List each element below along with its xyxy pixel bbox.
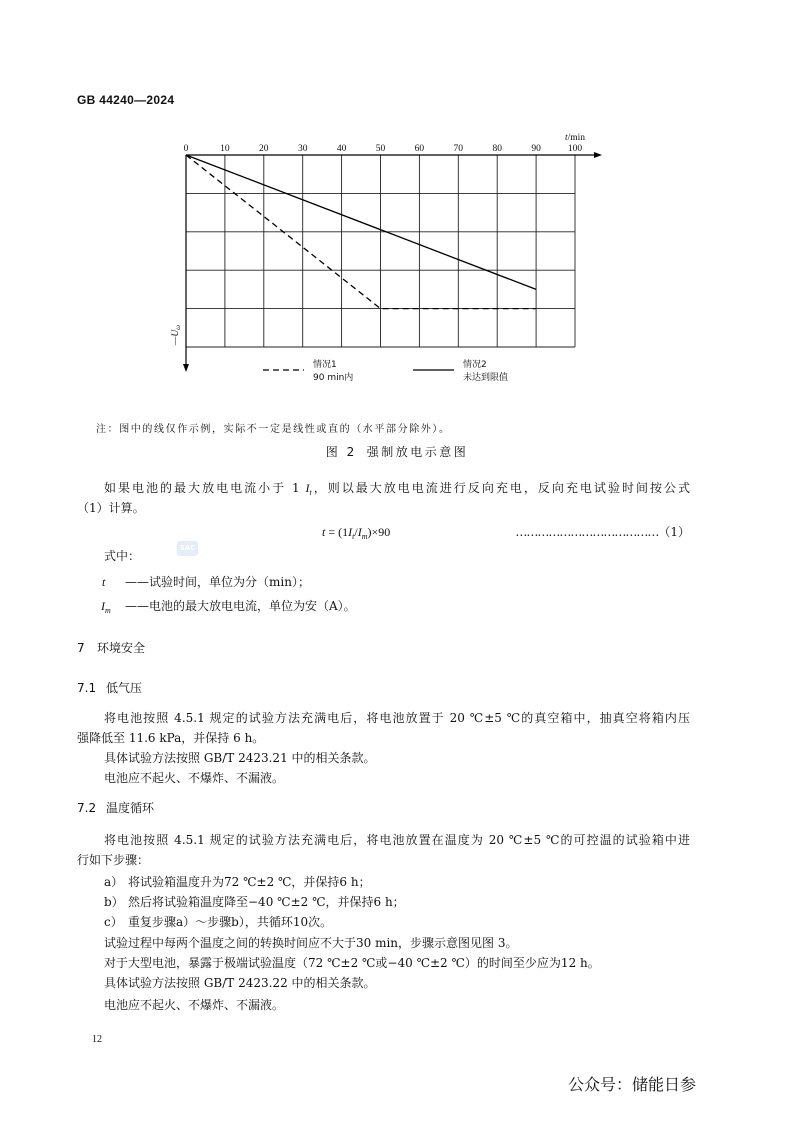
x-tick-label: 40 xyxy=(336,144,347,154)
figure-caption xyxy=(0,444,794,460)
x-axis-label: t/min xyxy=(564,133,586,143)
figure-note: 注：图中的线仅作示例，实际不一定是线性或直的（水平部分除外）。 xyxy=(96,424,451,435)
text-run: ，则以最大放电电流进行反向充电，反向充电试验时间按公式 xyxy=(311,481,691,495)
formula-text: / xyxy=(354,525,358,539)
reverse-charge-paragraph-line-1 xyxy=(104,480,690,496)
x-tick-label: 60 xyxy=(414,144,425,154)
section-7-2-title: 温度循环 xyxy=(106,801,155,815)
section-7-2-line: 具体试验方法按照 GB/T 2423.22 中的相关条款。 xyxy=(104,976,376,990)
page-number: 12 xyxy=(92,1034,102,1045)
series-line-2 xyxy=(186,155,536,289)
section-7-2-line: 试验过程中每两个温度之间的转换时间应不大于30 min，步骤示意图见图 3。 xyxy=(104,936,518,950)
x-tick-label: 0 xyxy=(183,144,189,154)
reverse-charge-paragraph-line-2: （1）计算。 xyxy=(77,501,145,515)
legend-item xyxy=(413,358,508,383)
variable-subscript: m xyxy=(105,606,111,615)
formula-leader-dots: ………………………………… xyxy=(515,525,659,539)
section-7-1-line: 强降低至 11.6 kPa，并保持 6 h。 xyxy=(77,731,265,745)
figure-2-chart xyxy=(150,125,620,390)
section-7-number: 7 xyxy=(77,641,85,655)
formula-number xyxy=(490,524,690,540)
formula-text: )×90 xyxy=(367,525,391,539)
standard-number-header: GB 44240—2024 xyxy=(77,93,175,107)
step-marker: a） xyxy=(104,875,124,889)
formula-variable: I xyxy=(357,525,362,539)
step-marker: b） xyxy=(104,895,124,909)
step-text: 将试验箱温度升为72 ℃±2 ℃，并保持6 h； xyxy=(128,875,371,889)
definition-symbol-t: t xyxy=(102,575,106,589)
definition-text-im: ——电池的最大放电电流，单位为安（A）。 xyxy=(125,599,356,613)
definition-symbol-im xyxy=(101,598,111,614)
legend-label: 情况2 xyxy=(463,360,487,370)
formula-subscript: t xyxy=(352,532,355,541)
legend-label: 情况1 xyxy=(313,360,337,370)
formula-text: = (1 xyxy=(325,525,349,539)
x-axis-arrow xyxy=(594,152,602,158)
formula-1 xyxy=(322,524,390,540)
x-tick-label: 90 xyxy=(531,144,541,154)
formula-variable: I xyxy=(348,525,353,539)
section-7-2-line: 对于大型电池，暴露于极端试验温度（72 ℃±2 ℃或−40 ℃±2 ℃）的时间至少应为12 h。 xyxy=(104,956,600,970)
x-tick-label: 80 xyxy=(492,144,502,154)
step-text: 然后将试验箱温度降至−40 ℃±2 ℃，并保持6 h； xyxy=(128,895,405,909)
x-tick-label: 30 xyxy=(297,144,308,154)
legend-item xyxy=(263,358,353,383)
legend-sublabel: 未达到限值 xyxy=(463,373,509,383)
section-7-1-line: 将电池按照 4.5.1 规定的试验方法充满电后，将电池放置于 20 ℃±5 ℃的真空箱中，抽真空将箱内压 xyxy=(104,711,690,725)
definition-text-t: ——试验时间，单位为分（min）； xyxy=(125,575,310,589)
section-7-2-line: 将电池按照 4.5.1 规定的试验方法充满电后，将电池放置在温度为 20 ℃±5 ℃的可控温的试验箱中进 xyxy=(104,833,690,847)
x-tick-label: 70 xyxy=(453,144,464,154)
text-run: 如果电池的最大放电电流小于 1 xyxy=(104,481,306,495)
y-axis-arrow xyxy=(183,364,189,372)
step-marker: c） xyxy=(104,915,123,929)
footer-account-label: 公众号：储能日参 xyxy=(568,1075,697,1094)
step-text: 重复步骤a）～步骤b），共循环10次。 xyxy=(128,915,333,929)
section-7-2-line: 行如下步骤： xyxy=(77,853,150,867)
x-tick-label: 50 xyxy=(375,144,386,154)
sac-watermark-logo: SAC xyxy=(177,541,198,556)
x-tick-label: 20 xyxy=(259,144,269,154)
x-tick-label: 100 xyxy=(567,144,583,154)
variable-subscript: t xyxy=(309,488,312,497)
variable-symbol: I xyxy=(305,481,310,495)
figure-caption-number: 图 2 xyxy=(325,445,357,459)
section-7-1-line: 具体试验方法按照 GB/T 2423.21 中的相关条款。 xyxy=(104,751,376,765)
variable-symbol: I xyxy=(101,599,105,613)
formula-lhs: t xyxy=(322,525,326,539)
section-7-2-number: 7.2 xyxy=(77,801,97,815)
figure-caption-title: 强制放电示意图 xyxy=(366,445,469,459)
section-7-2-line: 电池应不起火、不爆炸、不漏液。 xyxy=(104,998,285,1012)
section-7-1-number: 7.1 xyxy=(77,681,97,695)
x-tick-label: 10 xyxy=(220,144,230,154)
section-7-title: 环境安全 xyxy=(97,641,146,655)
formula-number-label: （1） xyxy=(658,525,690,539)
section-7-1-title: 低气压 xyxy=(106,681,143,695)
formula-subscript: m xyxy=(361,532,368,541)
legend-sublabel: 90 min内 xyxy=(313,373,354,383)
where-label: 式中： xyxy=(104,549,141,563)
section-7-1-line: 电池应不起火、不爆炸、不漏液。 xyxy=(104,771,285,785)
y-axis-label: $—U_\omega$ xyxy=(171,324,182,346)
